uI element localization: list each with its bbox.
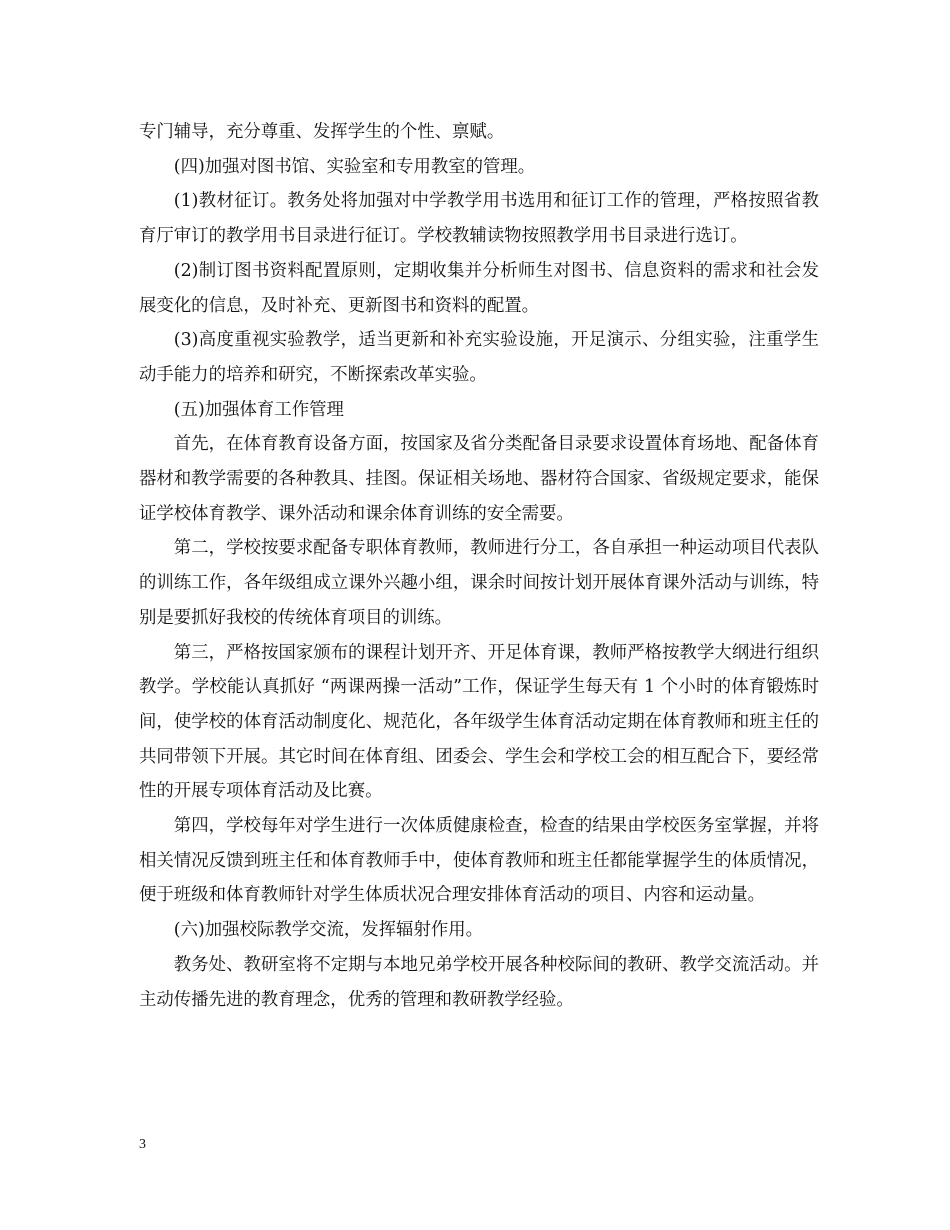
document-body [139,115,819,1017]
paragraph-continued: 专门辅导，充分尊重、发挥学生的个性、禀赋。 [139,122,505,142]
section-heading-5: (五)加强体育工作管理 [173,399,344,420]
paragraph-textbook-ordering: (1)教材征订。教务处将加强对中学教学用书选用和征订工作的管理，严格按照省教育厅审订的教学用书目录进行征订。学校教辅读物按照教学用书目录进行选订。 [139,191,819,247]
paragraph-health-check: 第四，学校每年对学生进行一次体质健康检查，检查的结果由学校医务室掌握，并将相关情况反馈到班主任和体育教师手中，使体育教师和班主任都能掌握学生的体质情况，便于班级和体育教师针对学生体质状况合理安排体育活动的项目、内容和运动量。 [139,816,819,906]
paragraph-pe-facilities: 首先，在体育教育设备方面，按国家及省分类配备目录要求设置体育场地、配备体育器材和教学需要的各种教具、挂图。保证相关场地、器材符合国家、省级规定要求，能保证学校体育教学、课外活动和课余体育训练的安全需要。 [139,434,819,524]
section-heading-4: (四)加强对图书馆、实验室和专用教室的管理。 [173,156,536,177]
paragraph-pe-teachers: 第二，学校按要求配备专职体育教师，教师进行分工，各自承担一种运动项目代表队的训练工作，各年级组成立课外兴趣小组，课余时间按计划开展体育课外活动与训练，特别是要抓好我校的传统体育项目的训练。 [139,538,819,628]
paragraph-lab-teaching: (3)高度重视实验教学，适当更新和补充实验设施，开足演示、分组实验，注重学生动手能力的培养和研究，不断探索改革实验。 [139,330,819,385]
page-number: 3 [139,1137,146,1152]
section-heading-6: (六)加强校际教学交流，发挥辐射作用。 [173,920,484,941]
paragraph-library-resources: (2)制订图书资料配置原则，定期收集并分析师生对图书、信息资料的需求和社会发展变化的信息，及时补充、更新图书和资料的配置。 [139,260,819,316]
paragraph-pe-curriculum: 第三，严格按国家颁布的课程计划开齐、开足体育课，教师严格按教学大纲进行组织教学。学校能认真抓好 “两课两操一活动”工作，保证学生每天有 1 个小时的体育锻炼时间，使学校的体育活动制度化、规范化，各年级学生体育活动定期在体育教师和班主任的共同带领下开展。其它时间在体育组、团委会、学生会和学校工会的相互配合下，要经常性的开展专项体育活动及比赛。 [139,642,819,802]
paragraph-inter-school-exchange: 教务处、教研室将不定期与本地兄弟学校开展各种校际间的教研、教学交流活动。并主动传播先进的教育理念，优秀的管理和教研教学经验。 [139,954,819,1010]
